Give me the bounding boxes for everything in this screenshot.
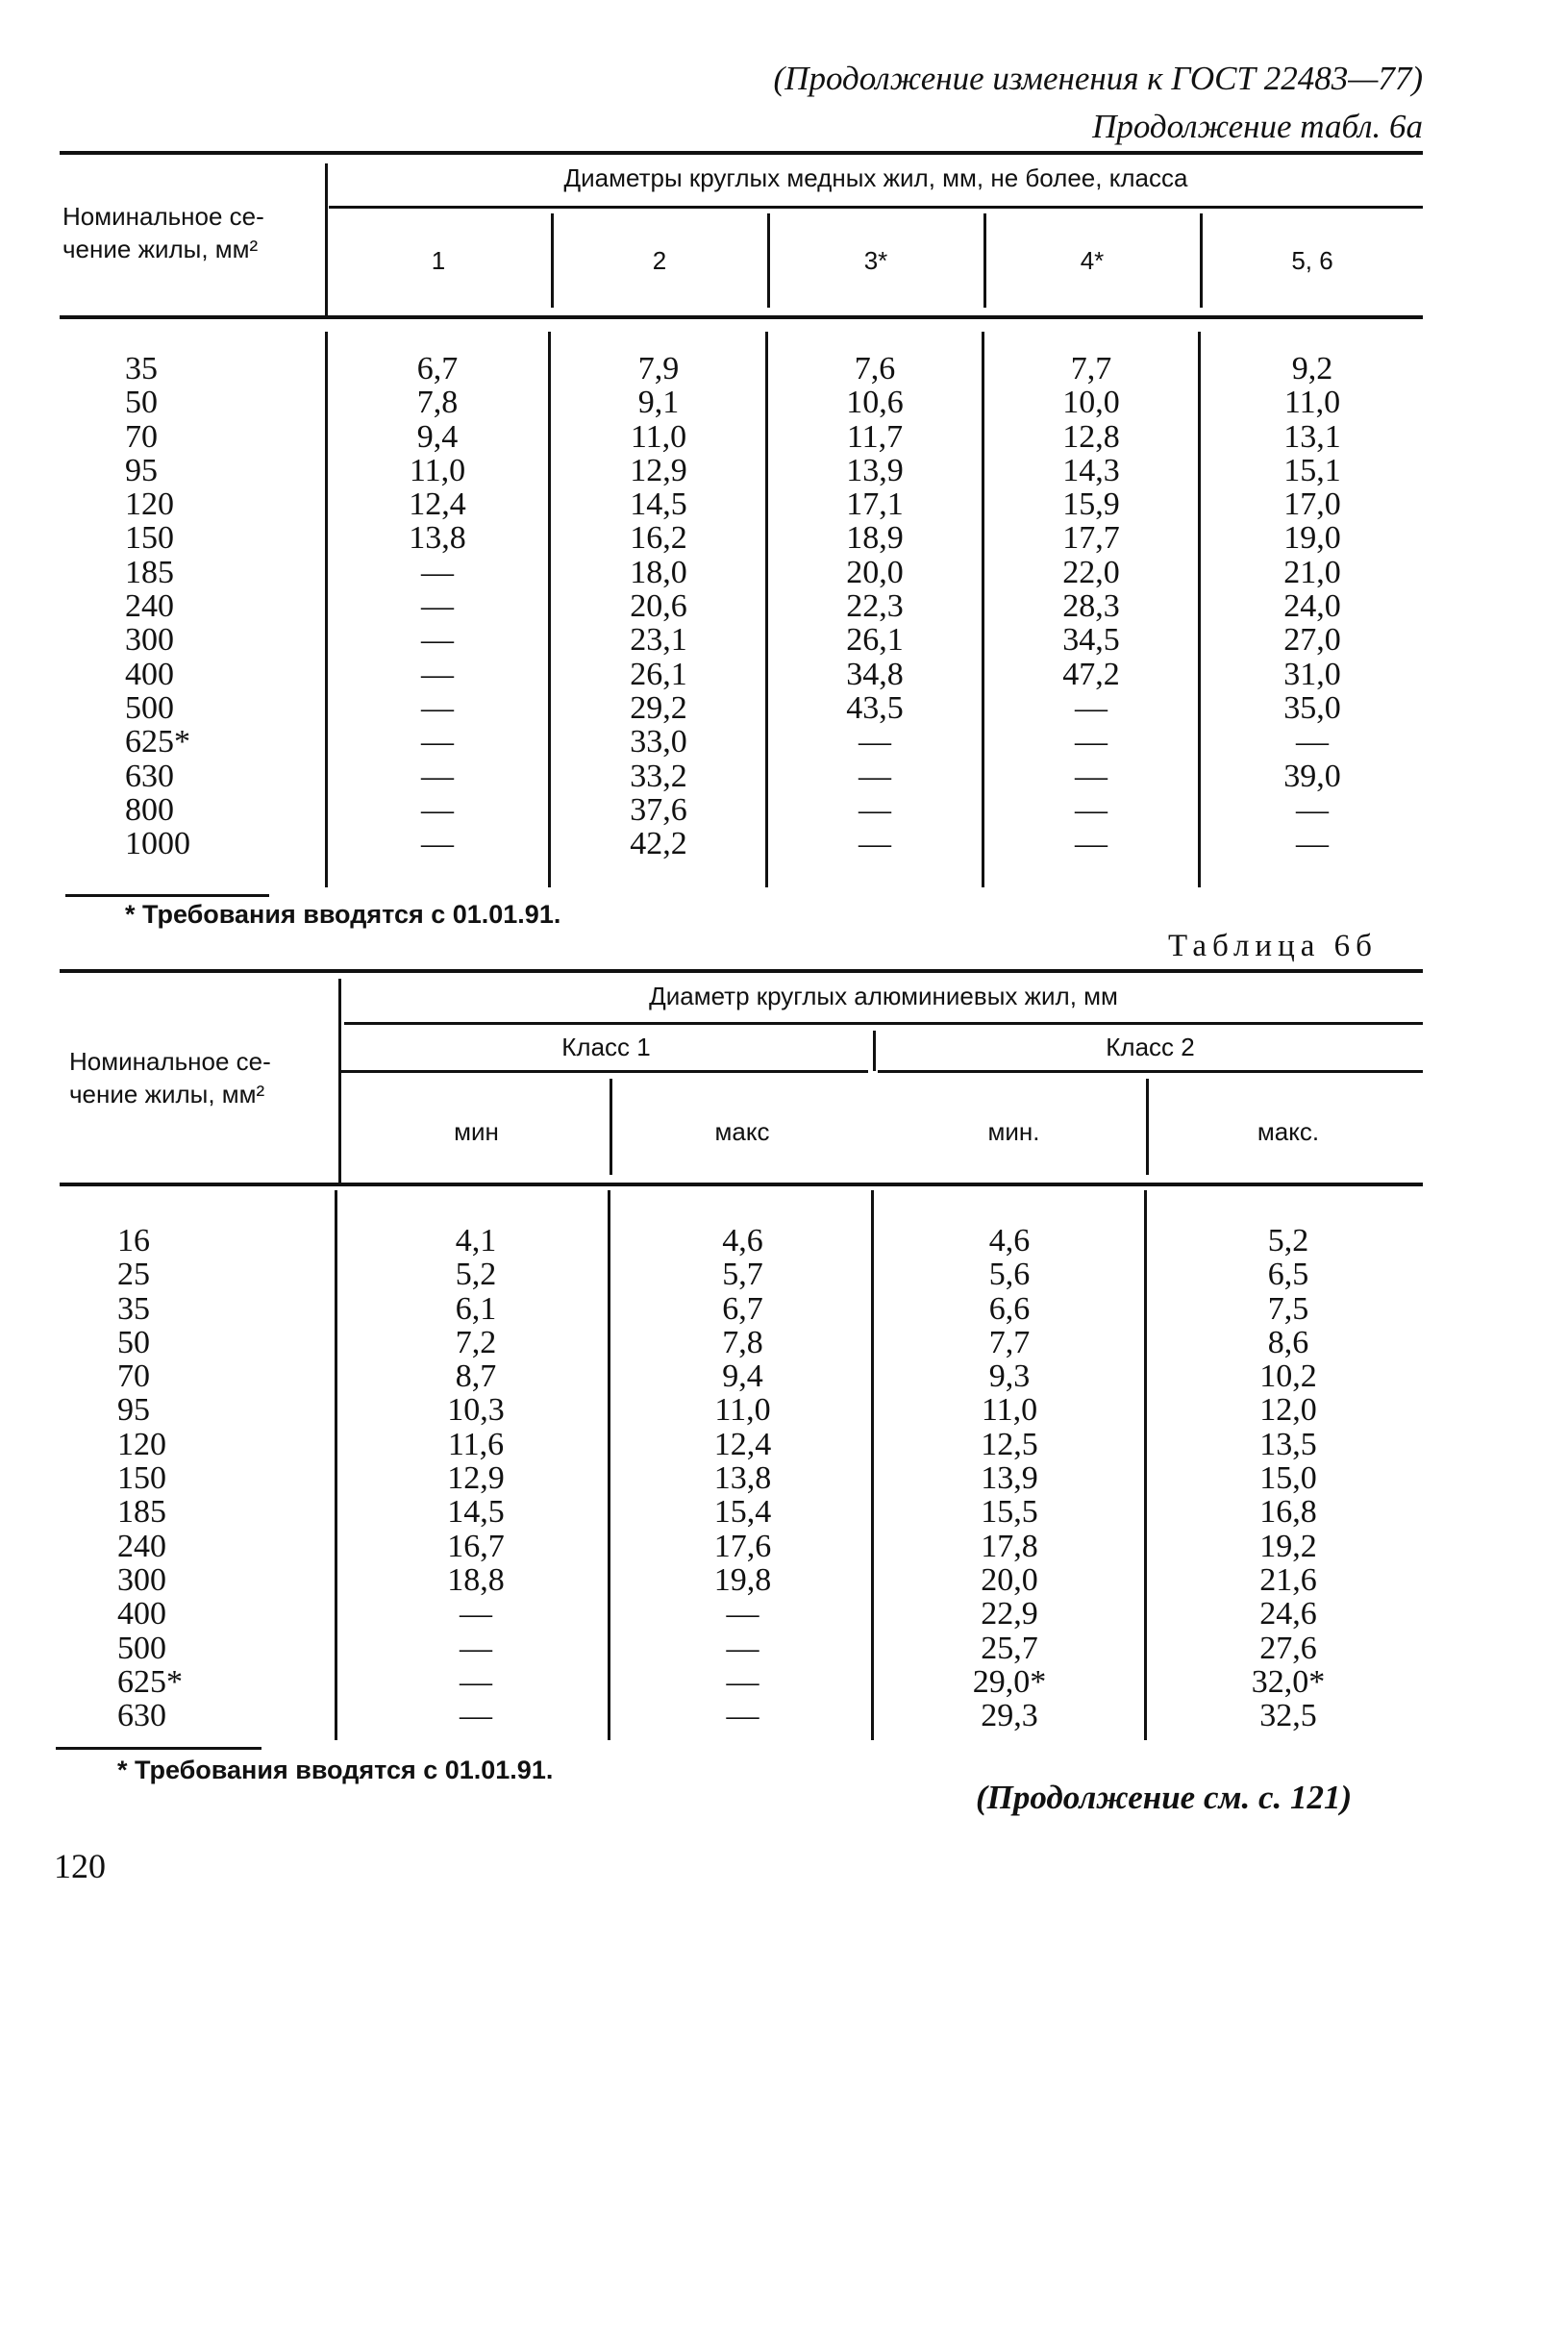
table-cell: 10,3 [447,1392,505,1429]
table-cell: — [421,656,454,692]
table-cell: 240 [125,588,174,625]
table-cell: 625* [125,724,190,760]
table-cell: 400 [125,656,174,692]
class-2-header: Класс 2 [1106,1033,1195,1061]
table-cell: 120 [125,486,174,523]
table-cell: 12,0 [1259,1392,1317,1429]
table-cell: 120 [117,1426,166,1462]
table-cell: 28,3 [1062,588,1120,625]
table-cell: 12,4 [409,486,466,523]
table-cell: 18,0 [630,554,687,590]
table-continuation-header: Продолжение табл. 6а [1092,108,1423,145]
table-cell: 11,0 [981,1392,1038,1429]
table-cell: — [726,1596,759,1632]
table-cell: 625* [117,1663,183,1700]
table-cell: 37,6 [630,791,687,828]
table-cell: 240 [117,1528,166,1564]
table-cell: 12,9 [447,1460,505,1497]
table-cell: — [421,826,454,862]
col-class-4 [985,352,1197,860]
footnote-rule [56,1747,261,1750]
divider [325,163,328,317]
table-cell: 11,0 [630,418,687,455]
divider [548,332,551,887]
table-cell: 33,2 [630,758,687,794]
table-cell: 32,0* [1251,1663,1326,1700]
table-cell: 6,5 [1267,1257,1309,1293]
table-cell: 7,6 [854,351,896,386]
table-cell: — [1075,758,1108,794]
table-cell: 95 [117,1392,150,1429]
table-top-rule [60,969,1423,973]
table-cell: — [1296,826,1329,862]
table-cell: 300 [117,1561,166,1598]
class-1-header: Класс 1 [561,1033,651,1061]
table-cell: — [1075,826,1108,862]
footnote: * Требования вводятся с 01.01.91. [125,900,561,929]
table-cell: 18,8 [447,1561,505,1598]
table-cell: 10,0 [1062,385,1120,421]
table-cell: — [421,588,454,625]
table-cell: 500 [117,1630,166,1666]
table-cell: 500 [125,689,174,726]
divider [551,213,554,308]
class-header-3: 3* [863,246,888,275]
table-cell: 7,8 [722,1324,763,1360]
col-class-1 [332,352,543,860]
table-cell: 13,8 [713,1460,772,1497]
table-cell: 23,1 [630,622,687,659]
divider [1146,1079,1149,1175]
class-header-4: 4* [1080,246,1105,275]
class-2-min-header: мин. [987,1117,1040,1146]
table-cell: 5,6 [988,1257,1031,1293]
col-class-2-min [880,1224,1139,1732]
table-cell: — [859,758,891,794]
table-cell: 29,3 [981,1698,1038,1734]
table-cell: 16 [117,1223,150,1258]
divider [335,1190,337,1740]
table-cell: — [1075,791,1108,828]
class-header-1: 1 [431,246,446,275]
table-cell: 16,2 [630,520,687,557]
table-cell: 34,8 [846,656,904,692]
table-cell: 27,6 [1259,1630,1317,1666]
table-cell: 7,7 [988,1324,1031,1360]
table-cell: 50 [125,385,158,421]
table-cell: 34,5 [1062,622,1120,659]
col-class-1-min [346,1224,606,1732]
table-cell: 12,5 [981,1426,1038,1462]
col-sections [125,352,279,860]
table-cell: 8,7 [455,1358,497,1395]
table-cell: 70 [125,418,158,455]
table-cell: 11,7 [846,418,904,455]
table-cell: 10,2 [1259,1358,1317,1395]
table-cell: 13,1 [1283,418,1341,455]
table-cell: — [1075,689,1108,726]
header-bottom-rule [60,1183,1423,1186]
table-cell: 39,0 [1283,758,1341,794]
table-cell: 42,2 [630,826,687,862]
table-cell: 9,1 [637,385,680,421]
table-cell: 13,9 [846,452,904,488]
table-cell: 21,6 [1259,1561,1317,1598]
table-cell: 5,2 [455,1257,497,1293]
table-cell: 11,6 [447,1426,505,1462]
table-cell: 22,3 [846,588,904,625]
table-cell: 17,0 [1283,486,1341,523]
table-cell: 12,4 [713,1426,772,1462]
group-header: Диаметры круглых медных жил, мм, не более, класса [563,163,1188,192]
table-cell: — [1075,724,1108,760]
table-cell: 7,2 [455,1324,497,1360]
table-cell: — [1296,724,1329,760]
divider [871,1190,874,1740]
table-top-rule [60,151,1423,155]
table-cell: 14,3 [1062,452,1120,488]
divider [1200,213,1203,308]
table-cell: 25,7 [981,1630,1038,1666]
col-class-2-max [1154,1224,1423,1732]
table-cell: 15,5 [981,1494,1038,1531]
table-cell: 27,0 [1283,622,1341,659]
page-number: 120 [54,1847,106,1885]
class-2-rule [878,1070,1423,1073]
table-cell: 15,4 [713,1494,772,1531]
table-cell: 5,2 [1267,1223,1309,1258]
table-cell: 6,7 [722,1290,763,1327]
table-cell: 24,0 [1283,588,1341,625]
table-cell: 630 [125,758,174,794]
table-cell: 14,5 [447,1494,505,1531]
class-header-2: 2 [652,246,667,275]
table-cell: 19,8 [713,1561,772,1598]
table-cell: — [460,1698,492,1734]
table-cell: 9,4 [416,418,459,455]
table-cell: 7,7 [1070,351,1112,386]
table-cell: — [421,554,454,590]
header-mid-rule [329,206,1423,209]
table-cell: 4,1 [455,1223,497,1258]
col-class-3 [769,352,981,860]
table-cell: 7,5 [1267,1290,1309,1327]
divider [982,332,984,887]
table-cell: 13,5 [1259,1426,1317,1462]
divider [325,332,328,887]
document-continuation-header: (Продолжение изменения к ГОСТ 22483—77) [773,60,1423,97]
col-class-5-6 [1202,352,1423,860]
table-cell: 35,0 [1283,689,1341,726]
table-cell: 11,0 [714,1392,771,1429]
table-cell: 9,3 [988,1358,1031,1395]
table-cell: — [460,1663,492,1700]
table-cell: 50 [117,1324,150,1360]
table-cell: 29,0* [972,1663,1047,1700]
table-cell: 800 [125,791,174,828]
divider [983,213,986,308]
table-cell: 1000 [125,826,190,862]
footnote: * Требования вводятся с 01.01.91. [117,1756,554,1784]
table-cell: — [460,1596,492,1632]
table-cell: 25 [117,1257,150,1293]
table-cell: 150 [125,520,174,557]
class-1-min-header: мин [454,1117,499,1146]
divider [610,1079,612,1175]
class-1-rule [341,1070,868,1073]
table-cell: 21,0 [1283,554,1341,590]
table-cell: — [421,791,454,828]
table-cell: — [859,826,891,862]
col-class-2 [553,352,764,860]
table-cell: 17,8 [981,1528,1038,1564]
row-header: Номинальное се- чение жилы, мм² [62,202,264,263]
table-cell: 35 [125,351,158,386]
table-cell: 185 [117,1494,166,1531]
table-cell: 6,1 [455,1290,497,1327]
table-cell: — [859,791,891,828]
divider [767,213,770,308]
table-cell: 15,9 [1062,486,1120,523]
table-cell: 15,1 [1283,452,1341,488]
table-cell: 14,5 [630,486,687,523]
footnote-rule [65,894,269,897]
table-cell: — [1296,791,1329,828]
table-cell: 26,1 [846,622,904,659]
table-cell: 11,0 [1283,385,1341,421]
header-bottom-rule [60,315,1423,319]
table-cell: — [859,724,891,760]
table-cell: 17,6 [713,1528,772,1564]
table-cell: 400 [117,1596,166,1632]
table-cell: 4,6 [988,1223,1031,1258]
table-cell: 16,8 [1259,1494,1317,1531]
table-cell: 9,2 [1291,351,1333,386]
table-cell: 22,9 [981,1596,1038,1632]
table-cell: 20,0 [981,1561,1038,1598]
table-cell: 19,0 [1283,520,1341,557]
divider [338,979,341,1183]
table-cell: — [726,1630,759,1666]
col-sections [117,1224,271,1732]
table-cell: 630 [117,1698,166,1734]
table-cell: — [421,758,454,794]
table-cell: 70 [117,1358,150,1395]
table-cell: 33,0 [630,724,687,760]
table-cell: 13,9 [981,1460,1038,1497]
table-cell: 150 [117,1460,166,1497]
class-header-5-6: 5, 6 [1291,246,1333,275]
table-cell: 7,8 [416,385,459,421]
table-cell: 18,9 [846,520,904,557]
table-cell: — [726,1698,759,1734]
table-cell: — [726,1663,759,1700]
header-mid-rule [344,1022,1423,1025]
table-cell: 16,7 [447,1528,505,1564]
table-cell: 32,5 [1259,1698,1317,1734]
table-cell: 13,8 [409,520,466,557]
table-cell: 17,1 [846,486,904,523]
table-cell: 8,6 [1267,1324,1309,1360]
table-cell: — [421,689,454,726]
col-class-1-max [615,1224,870,1732]
group-header: Диаметр круглых алюминиевых жил, мм [649,982,1118,1010]
table-cell: — [460,1630,492,1666]
class-2-max-header: макс. [1257,1117,1320,1146]
table-cell: 12,9 [630,452,687,488]
table-cell: 24,6 [1259,1596,1317,1632]
divider [608,1190,610,1740]
class-1-max-header: макс [714,1117,770,1146]
table-cell: 20,0 [846,554,904,590]
table-cell: — [421,724,454,760]
table-cell: 17,7 [1062,520,1120,557]
table-cell: 12,8 [1062,418,1120,455]
table-cell: 19,2 [1259,1528,1317,1564]
table-cell: 20,6 [630,588,687,625]
table-cell: 7,9 [637,351,680,386]
table-cell: 300 [125,622,174,659]
table-cell: 22,0 [1062,554,1120,590]
table-cell: 185 [125,554,174,590]
table-cell: 26,1 [630,656,687,692]
divider [765,332,768,887]
table-cell: 11,0 [409,452,466,488]
table-cell: 4,6 [722,1223,763,1258]
table-cell: 95 [125,452,158,488]
table-cell: 5,7 [722,1257,763,1293]
table-cell: 31,0 [1283,656,1341,692]
table-cell: 6,6 [988,1290,1031,1327]
table-cell: 47,2 [1062,656,1120,692]
divider [1198,332,1201,887]
continuation-footer: (Продолжение см. с. 121) [976,1779,1353,1816]
table-cell: 9,4 [722,1358,763,1395]
table-cell: 29,2 [630,689,687,726]
table-title: Таблица 6б [1168,929,1378,963]
divider [873,1031,876,1071]
divider [1144,1190,1147,1740]
table-cell: 10,6 [846,385,904,421]
table-cell: 15,0 [1259,1460,1317,1497]
table-cell: — [421,622,454,659]
row-header: Номинальное се- чение жилы, мм² [69,1047,271,1109]
table-cell: 43,5 [846,689,904,726]
table-cell: 35 [117,1290,150,1327]
table-cell: 6,7 [416,351,459,386]
